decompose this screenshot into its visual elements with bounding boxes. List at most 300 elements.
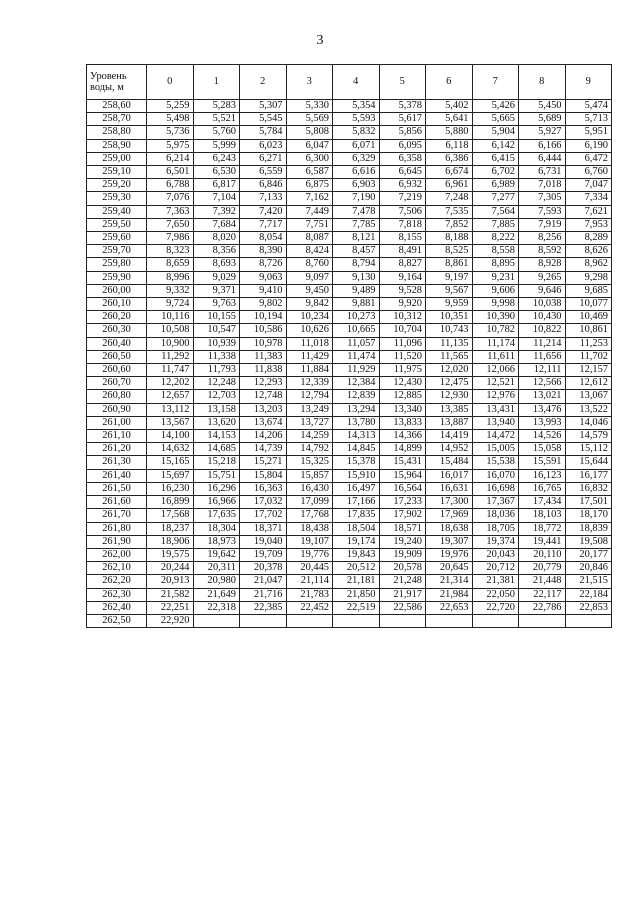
value-cell: 15,697 <box>147 469 194 482</box>
table-row <box>87 311 612 324</box>
value-cell: 16,230 <box>147 482 194 495</box>
value-cell: 7,277 <box>472 192 519 205</box>
value-cell: 10,469 <box>565 311 612 324</box>
value-cell <box>565 614 612 627</box>
value-cell: 18,973 <box>193 535 240 548</box>
value-cell: 12,384 <box>333 377 380 390</box>
value-cell: 19,776 <box>286 548 333 561</box>
value-cell: 8,895 <box>472 258 519 271</box>
table-row <box>87 350 612 363</box>
value-cell: 12,612 <box>565 377 612 390</box>
table-row <box>87 522 612 535</box>
value-cell: 11,520 <box>379 350 426 363</box>
value-cell: 7,919 <box>519 218 566 231</box>
value-cell: 14,206 <box>240 430 287 443</box>
value-cell <box>333 614 380 627</box>
value-cell: 15,644 <box>565 456 612 469</box>
value-cell: 21,917 <box>379 588 426 601</box>
table-row <box>87 390 612 403</box>
value-cell: 6,932 <box>379 179 426 192</box>
value-cell: 7,953 <box>565 218 612 231</box>
value-cell: 5,689 <box>519 113 566 126</box>
value-cell <box>426 614 473 627</box>
value-cell: 22,786 <box>519 601 566 614</box>
value-cell: 17,835 <box>333 509 380 522</box>
value-cell: 18,237 <box>147 522 194 535</box>
table-row <box>87 509 612 522</box>
value-cell: 6,386 <box>426 152 473 165</box>
value-cell: 5,713 <box>565 113 612 126</box>
value-cell: 9,842 <box>286 298 333 311</box>
value-cell: 10,704 <box>379 324 426 337</box>
value-cell: 19,909 <box>379 548 426 561</box>
value-cell: 13,620 <box>193 416 240 429</box>
table-row <box>87 416 612 429</box>
table-row <box>87 575 612 588</box>
value-cell: 9,881 <box>333 298 380 311</box>
value-cell: 14,259 <box>286 430 333 443</box>
value-cell: 22,184 <box>565 588 612 601</box>
value-cell <box>286 614 333 627</box>
value-cell: 16,631 <box>426 482 473 495</box>
value-cell: 14,845 <box>333 443 380 456</box>
value-cell: 8,323 <box>147 245 194 258</box>
column-header: 4 <box>333 65 380 100</box>
value-cell: 14,632 <box>147 443 194 456</box>
value-cell: 18,371 <box>240 522 287 535</box>
value-cell: 6,645 <box>379 166 426 179</box>
table-row <box>87 482 612 495</box>
value-cell: 16,832 <box>565 482 612 495</box>
level-cell: 262,40 <box>87 601 147 614</box>
value-cell: 11,702 <box>565 350 612 363</box>
value-cell: 14,313 <box>333 430 380 443</box>
value-cell: 7,785 <box>333 218 380 231</box>
column-header: 7 <box>472 65 519 100</box>
level-cell: 261,80 <box>87 522 147 535</box>
value-cell: 9,606 <box>472 284 519 297</box>
value-cell: 5,569 <box>286 113 333 126</box>
value-cell: 11,096 <box>379 337 426 350</box>
value-cell: 5,259 <box>147 100 194 113</box>
table-row <box>87 535 612 548</box>
value-cell: 6,559 <box>240 166 287 179</box>
value-cell: 5,450 <box>519 100 566 113</box>
value-cell: 16,698 <box>472 482 519 495</box>
value-cell: 7,986 <box>147 232 194 245</box>
value-cell: 5,474 <box>565 100 612 113</box>
table-row <box>87 245 612 258</box>
value-cell: 5,641 <box>426 113 473 126</box>
level-cell: 262,30 <box>87 588 147 601</box>
value-cell: 22,853 <box>565 601 612 614</box>
value-cell: 6,875 <box>286 179 333 192</box>
value-cell: 19,174 <box>333 535 380 548</box>
level-cell: 261,60 <box>87 496 147 509</box>
value-cell: 8,693 <box>193 258 240 271</box>
value-cell: 5,832 <box>333 126 380 139</box>
value-cell: 15,538 <box>472 456 519 469</box>
table-row <box>87 232 612 245</box>
column-header: 9 <box>565 65 612 100</box>
value-cell: 16,765 <box>519 482 566 495</box>
value-cell: 7,506 <box>379 205 426 218</box>
value-cell: 5,330 <box>286 100 333 113</box>
value-cell: 13,067 <box>565 390 612 403</box>
value-cell: 11,429 <box>286 350 333 363</box>
value-cell: 20,913 <box>147 575 194 588</box>
value-cell: 5,975 <box>147 139 194 152</box>
value-cell: 19,240 <box>379 535 426 548</box>
value-cell: 7,047 <box>565 179 612 192</box>
value-cell: 6,047 <box>286 139 333 152</box>
value-cell: 8,188 <box>426 232 473 245</box>
level-cell: 259,30 <box>87 192 147 205</box>
value-cell: 21,381 <box>472 575 519 588</box>
value-cell: 6,616 <box>333 166 380 179</box>
value-cell: 12,339 <box>286 377 333 390</box>
table-row <box>87 192 612 205</box>
value-cell: 13,431 <box>472 403 519 416</box>
value-cell: 5,617 <box>379 113 426 126</box>
level-cell: 259,90 <box>87 271 147 284</box>
value-cell: 21,783 <box>286 588 333 601</box>
level-cell: 259,80 <box>87 258 147 271</box>
level-cell: 262,10 <box>87 562 147 575</box>
value-cell: 21,716 <box>240 588 287 601</box>
value-cell: 19,107 <box>286 535 333 548</box>
value-cell: 21,582 <box>147 588 194 601</box>
value-cell: 15,910 <box>333 469 380 482</box>
value-cell: 21,515 <box>565 575 612 588</box>
value-cell: 9,029 <box>193 271 240 284</box>
value-cell: 11,611 <box>472 350 519 363</box>
value-cell: 9,489 <box>333 284 380 297</box>
value-cell: 6,071 <box>333 139 380 152</box>
value-cell: 7,852 <box>426 218 473 231</box>
value-cell <box>193 614 240 627</box>
value-cell: 18,571 <box>379 522 426 535</box>
value-cell: 9,450 <box>286 284 333 297</box>
level-column-header: Уровень воды, м <box>87 65 147 100</box>
table-row <box>87 218 612 231</box>
value-cell: 13,294 <box>333 403 380 416</box>
value-cell: 19,040 <box>240 535 287 548</box>
value-cell: 9,265 <box>519 271 566 284</box>
value-cell: 8,356 <box>193 245 240 258</box>
value-cell: 14,899 <box>379 443 426 456</box>
value-cell: 11,214 <box>519 337 566 350</box>
value-cell: 11,793 <box>193 364 240 377</box>
table-row <box>87 562 612 575</box>
table-row <box>87 166 612 179</box>
value-cell: 10,116 <box>147 311 194 324</box>
value-cell: 12,066 <box>472 364 519 377</box>
level-cell: 258,90 <box>87 139 147 152</box>
table-body <box>87 100 612 628</box>
value-cell: 20,177 <box>565 548 612 561</box>
value-cell: 10,038 <box>519 298 566 311</box>
value-cell: 8,928 <box>519 258 566 271</box>
value-cell: 12,248 <box>193 377 240 390</box>
value-cell: 22,117 <box>519 588 566 601</box>
value-cell: 20,311 <box>193 562 240 575</box>
value-cell: 5,354 <box>333 100 380 113</box>
value-cell: 19,843 <box>333 548 380 561</box>
table-header-row <box>87 65 612 100</box>
table-row <box>87 298 612 311</box>
value-cell: 15,484 <box>426 456 473 469</box>
value-cell: 5,307 <box>240 100 287 113</box>
value-cell: 8,794 <box>333 258 380 271</box>
value-cell: 7,334 <box>565 192 612 205</box>
value-cell: 5,856 <box>379 126 426 139</box>
value-cell: 13,021 <box>519 390 566 403</box>
value-cell: 20,512 <box>333 562 380 575</box>
value-cell <box>240 614 287 627</box>
value-cell: 12,020 <box>426 364 473 377</box>
value-cell: 13,385 <box>426 403 473 416</box>
value-cell: 14,366 <box>379 430 426 443</box>
value-cell: 11,338 <box>193 350 240 363</box>
value-cell: 5,880 <box>426 126 473 139</box>
value-cell: 6,760 <box>565 166 612 179</box>
value-cell: 8,222 <box>472 232 519 245</box>
level-cell: 260,80 <box>87 390 147 403</box>
level-cell: 258,70 <box>87 113 147 126</box>
value-cell: 6,472 <box>565 152 612 165</box>
value-cell: 10,077 <box>565 298 612 311</box>
level-cell: 259,10 <box>87 166 147 179</box>
value-cell: 13,340 <box>379 403 426 416</box>
page-number: 3 <box>316 33 324 48</box>
value-cell: 7,818 <box>379 218 426 231</box>
value-cell <box>519 614 566 627</box>
value-cell: 19,441 <box>519 535 566 548</box>
value-cell: 6,817 <box>193 179 240 192</box>
value-cell: 13,780 <box>333 416 380 429</box>
value-cell: 11,135 <box>426 337 473 350</box>
level-cell: 259,70 <box>87 245 147 258</box>
value-cell: 6,329 <box>333 152 380 165</box>
value-cell: 15,751 <box>193 469 240 482</box>
value-cell: 5,808 <box>286 126 333 139</box>
value-cell: 14,792 <box>286 443 333 456</box>
value-cell: 5,426 <box>472 100 519 113</box>
value-cell: 7,363 <box>147 205 194 218</box>
value-cell: 8,827 <box>379 258 426 271</box>
value-cell: 18,839 <box>565 522 612 535</box>
table-row <box>87 443 612 456</box>
table-row <box>87 377 612 390</box>
value-cell: 21,248 <box>379 575 426 588</box>
table-row <box>87 324 612 337</box>
value-cell: 6,023 <box>240 139 287 152</box>
value-cell: 10,351 <box>426 311 473 324</box>
value-cell: 11,838 <box>240 364 287 377</box>
value-cell: 10,430 <box>519 311 566 324</box>
value-cell: 14,100 <box>147 430 194 443</box>
value-cell: 7,717 <box>240 218 287 231</box>
value-cell: 12,657 <box>147 390 194 403</box>
value-cell: 10,312 <box>379 311 426 324</box>
value-cell: 6,095 <box>379 139 426 152</box>
value-cell: 5,904 <box>472 126 519 139</box>
table-row <box>87 601 612 614</box>
value-cell: 15,058 <box>519 443 566 456</box>
value-cell: 9,197 <box>426 271 473 284</box>
value-cell: 9,410 <box>240 284 287 297</box>
value-cell: 10,665 <box>333 324 380 337</box>
value-cell: 17,635 <box>193 509 240 522</box>
level-cell: 259,00 <box>87 152 147 165</box>
value-cell: 16,017 <box>426 469 473 482</box>
value-cell: 5,283 <box>193 100 240 113</box>
table-row <box>87 614 612 627</box>
value-cell: 14,685 <box>193 443 240 456</box>
value-cell: 6,214 <box>147 152 194 165</box>
table-row <box>87 548 612 561</box>
value-cell: 13,522 <box>565 403 612 416</box>
value-cell: 8,592 <box>519 245 566 258</box>
value-cell: 6,702 <box>472 166 519 179</box>
value-cell: 21,850 <box>333 588 380 601</box>
value-cell: 17,300 <box>426 496 473 509</box>
value-cell: 5,951 <box>565 126 612 139</box>
value-cell: 10,743 <box>426 324 473 337</box>
value-cell: 17,702 <box>240 509 287 522</box>
value-cell: 12,930 <box>426 390 473 403</box>
value-cell: 15,591 <box>519 456 566 469</box>
value-cell: 18,772 <box>519 522 566 535</box>
value-cell: 5,784 <box>240 126 287 139</box>
value-cell: 10,508 <box>147 324 194 337</box>
value-cell: 15,378 <box>333 456 380 469</box>
value-cell: 16,497 <box>333 482 380 495</box>
value-cell: 13,993 <box>519 416 566 429</box>
value-cell: 18,638 <box>426 522 473 535</box>
value-cell: 10,547 <box>193 324 240 337</box>
level-cell: 260,00 <box>87 284 147 297</box>
value-cell: 18,036 <box>472 509 519 522</box>
value-cell: 17,434 <box>519 496 566 509</box>
value-cell: 8,390 <box>240 245 287 258</box>
value-cell: 11,929 <box>333 364 380 377</box>
value-cell: 8,760 <box>286 258 333 271</box>
table-row <box>87 126 612 139</box>
value-cell: 8,121 <box>333 232 380 245</box>
value-cell: 6,989 <box>472 179 519 192</box>
value-cell: 14,739 <box>240 443 287 456</box>
table-row <box>87 258 612 271</box>
value-cell <box>472 614 519 627</box>
value-cell: 22,452 <box>286 601 333 614</box>
value-cell: 9,763 <box>193 298 240 311</box>
value-cell: 20,712 <box>472 562 519 575</box>
value-cell: 5,545 <box>240 113 287 126</box>
value-cell: 8,558 <box>472 245 519 258</box>
column-header: 2 <box>240 65 287 100</box>
value-cell: 9,332 <box>147 284 194 297</box>
value-cell: 12,293 <box>240 377 287 390</box>
table-row <box>87 271 612 284</box>
value-cell: 19,976 <box>426 548 473 561</box>
table-row <box>87 337 612 350</box>
table-row <box>87 456 612 469</box>
value-cell: 14,472 <box>472 430 519 443</box>
value-cell: 15,112 <box>565 443 612 456</box>
value-cell: 14,579 <box>565 430 612 443</box>
column-header: 5 <box>379 65 426 100</box>
value-cell: 9,371 <box>193 284 240 297</box>
value-cell: 13,887 <box>426 416 473 429</box>
table-row <box>87 205 612 218</box>
value-cell: 20,110 <box>519 548 566 561</box>
level-cell: 261,40 <box>87 469 147 482</box>
value-cell: 5,521 <box>193 113 240 126</box>
value-cell: 7,449 <box>286 205 333 218</box>
level-cell: 259,50 <box>87 218 147 231</box>
value-cell: 9,528 <box>379 284 426 297</box>
value-cell: 21,047 <box>240 575 287 588</box>
value-cell: 11,057 <box>333 337 380 350</box>
value-cell: 16,177 <box>565 469 612 482</box>
level-cell: 260,30 <box>87 324 147 337</box>
value-cell: 19,374 <box>472 535 519 548</box>
value-cell: 8,155 <box>379 232 426 245</box>
table-row <box>87 496 612 509</box>
value-cell: 10,861 <box>565 324 612 337</box>
column-header: 0 <box>147 65 194 100</box>
value-cell: 7,219 <box>379 192 426 205</box>
value-cell: 7,684 <box>193 218 240 231</box>
value-cell: 17,568 <box>147 509 194 522</box>
table-row <box>87 100 612 113</box>
level-cell: 261,70 <box>87 509 147 522</box>
value-cell: 19,709 <box>240 548 287 561</box>
value-cell: 6,903 <box>333 179 380 192</box>
value-cell: 6,674 <box>426 166 473 179</box>
value-cell: 18,705 <box>472 522 519 535</box>
value-cell: 12,885 <box>379 390 426 403</box>
value-cell: 17,032 <box>240 496 287 509</box>
value-cell: 12,202 <box>147 377 194 390</box>
value-cell: 6,501 <box>147 166 194 179</box>
value-cell: 7,305 <box>519 192 566 205</box>
value-cell: 17,099 <box>286 496 333 509</box>
value-cell: 5,402 <box>426 100 473 113</box>
value-cell: 11,018 <box>286 337 333 350</box>
value-cell: 8,996 <box>147 271 194 284</box>
value-cell: 6,271 <box>240 152 287 165</box>
value-cell: 12,748 <box>240 390 287 403</box>
level-cell: 262,00 <box>87 548 147 561</box>
value-cell: 7,104 <box>193 192 240 205</box>
value-cell: 21,448 <box>519 575 566 588</box>
value-cell: 6,300 <box>286 152 333 165</box>
value-cell: 5,999 <box>193 139 240 152</box>
value-cell: 14,153 <box>193 430 240 443</box>
value-cell: 7,076 <box>147 192 194 205</box>
value-cell: 15,964 <box>379 469 426 482</box>
column-header: 6 <box>426 65 473 100</box>
value-cell: 8,726 <box>240 258 287 271</box>
value-cell: 16,363 <box>240 482 287 495</box>
value-cell: 8,659 <box>147 258 194 271</box>
value-cell: 16,123 <box>519 469 566 482</box>
value-cell: 22,720 <box>472 601 519 614</box>
column-header: 3 <box>286 65 333 100</box>
